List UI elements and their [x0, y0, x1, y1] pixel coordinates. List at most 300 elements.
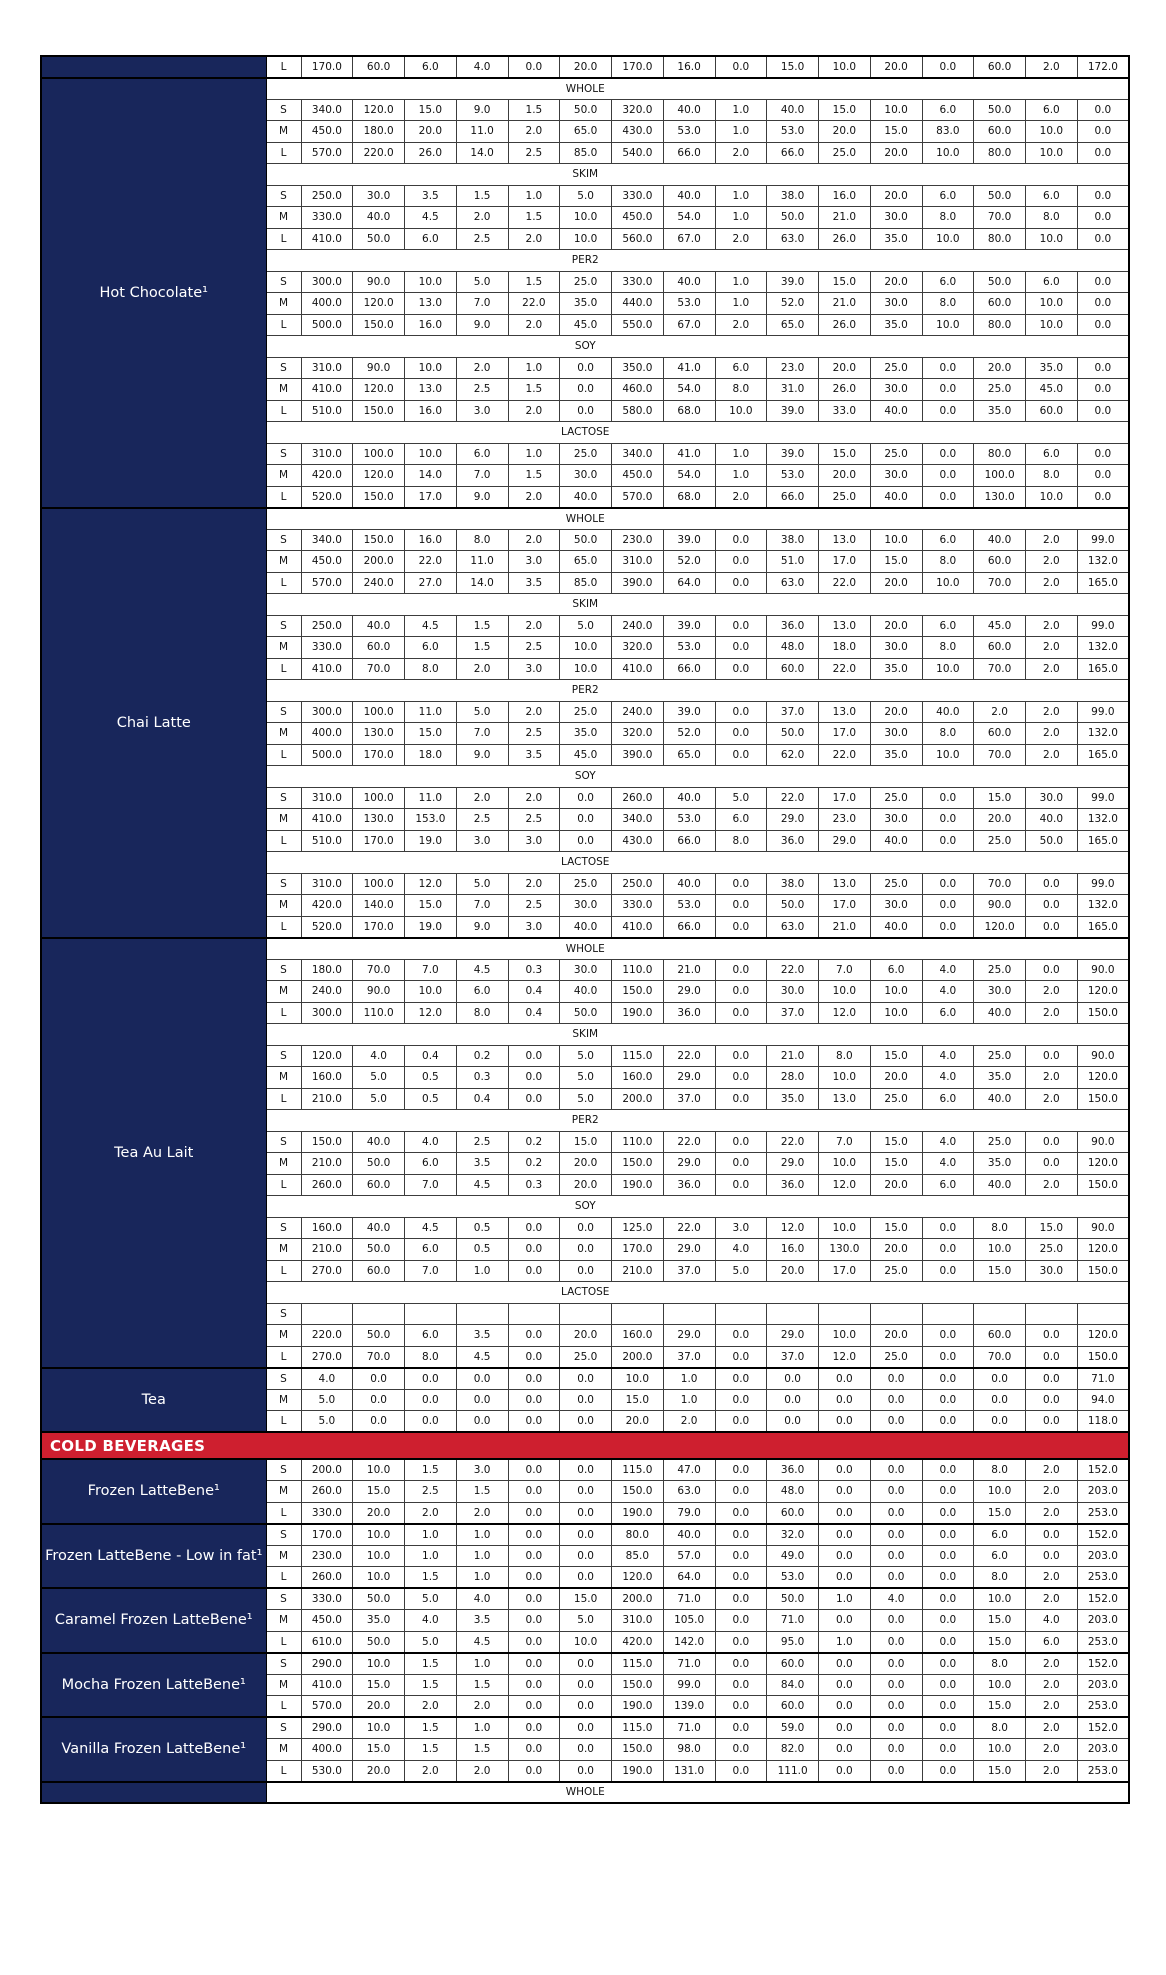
value-cell: 15.0 — [353, 1739, 405, 1761]
value-cell: 0.0 — [1026, 1389, 1078, 1411]
value-cell: 1.0 — [715, 185, 767, 207]
value-cell: 340.0 — [612, 809, 664, 831]
value-cell: 0.0 — [560, 1481, 612, 1503]
value-cell: 8.0 — [1026, 465, 1078, 487]
value-cell: 0.0 — [870, 1389, 922, 1411]
value-cell: 118.0 — [1077, 1411, 1129, 1433]
value-cell: 18.0 — [819, 637, 871, 659]
value-cell: 29.0 — [819, 830, 871, 852]
size-cell: M — [266, 379, 301, 401]
value-cell: 10.0 — [1026, 142, 1078, 164]
value-cell: 0.0 — [1077, 293, 1129, 315]
value-cell: 83.0 — [922, 121, 974, 143]
value-cell: 450.0 — [612, 465, 664, 487]
value-cell: 11.0 — [456, 121, 508, 143]
value-cell: 10.0 — [974, 1481, 1026, 1503]
value-cell: 410.0 — [612, 916, 664, 938]
value-cell: 0.0 — [922, 1696, 974, 1718]
value-cell: 4.0 — [922, 981, 974, 1003]
value-cell: 21.0 — [767, 1045, 819, 1067]
value-cell: 150.0 — [1077, 1174, 1129, 1196]
value-cell: 0.0 — [508, 1346, 560, 1368]
value-cell: 2.0 — [1026, 744, 1078, 766]
value-cell: 0.0 — [767, 1389, 819, 1411]
value-cell: 15.0 — [1026, 1217, 1078, 1239]
value-cell: 1.0 — [715, 465, 767, 487]
value-cell: 5.0 — [405, 1631, 457, 1653]
value-cell: 0.0 — [508, 56, 560, 78]
value-cell: 0.0 — [508, 1524, 560, 1546]
value-cell: 59.0 — [767, 1717, 819, 1739]
size-cell: S — [266, 787, 301, 809]
size-cell: S — [266, 1045, 301, 1067]
product-name-cell: Frozen LatteBene¹ — [41, 1459, 266, 1524]
value-cell: 253.0 — [1077, 1760, 1129, 1782]
value-cell: 15.0 — [767, 56, 819, 78]
value-cell: 6.0 — [405, 1325, 457, 1347]
value-cell: 63.0 — [767, 228, 819, 250]
value-cell: 250.0 — [612, 873, 664, 895]
value-cell: 20.0 — [974, 357, 1026, 379]
value-cell: 30.0 — [870, 637, 922, 659]
value-cell: 6.0 — [1026, 185, 1078, 207]
milk-header-row — [41, 938, 1129, 960]
value-cell: 130.0 — [353, 723, 405, 745]
value-cell: 250.0 — [301, 185, 353, 207]
value-cell: 5.0 — [353, 1088, 405, 1110]
value-cell: 53.0 — [663, 637, 715, 659]
value-cell: 1.0 — [715, 271, 767, 293]
value-cell: 0.0 — [819, 1739, 871, 1761]
value-cell: 0.0 — [922, 1368, 974, 1390]
value-cell: 2.0 — [1026, 572, 1078, 594]
value-cell: 120.0 — [1077, 1067, 1129, 1089]
value-cell: 100.0 — [353, 701, 405, 723]
value-cell: 10.0 — [1026, 314, 1078, 336]
value-cell: 160.0 — [612, 1325, 664, 1347]
value-cell: 400.0 — [301, 293, 353, 315]
value-cell: 17.0 — [819, 551, 871, 573]
value-cell: 0.0 — [560, 830, 612, 852]
value-cell: 20.0 — [870, 56, 922, 78]
value-cell: 2.0 — [1026, 1653, 1078, 1675]
value-cell: 10.0 — [353, 1653, 405, 1675]
value-cell: 120.0 — [974, 916, 1026, 938]
value-cell: 0.0 — [715, 551, 767, 573]
value-cell: 85.0 — [612, 1545, 664, 1567]
value-cell: 0.0 — [560, 1411, 612, 1433]
value-cell: 15.0 — [819, 271, 871, 293]
value-cell: 15.0 — [974, 1502, 1026, 1524]
value-cell: 15.0 — [974, 1631, 1026, 1653]
value-cell: 10.0 — [870, 981, 922, 1003]
value-cell: 100.0 — [353, 443, 405, 465]
value-cell: 0.4 — [508, 1002, 560, 1024]
value-cell: 0.0 — [560, 1739, 612, 1761]
section-header-cell: COLD BEVERAGES — [41, 1432, 1129, 1459]
value-cell: 35.0 — [974, 1153, 1026, 1175]
value-cell: 510.0 — [301, 400, 353, 422]
size-cell: S — [266, 701, 301, 723]
value-cell: 0.0 — [1077, 271, 1129, 293]
value-cell: 20.0 — [819, 357, 871, 379]
value-cell: 39.0 — [663, 615, 715, 637]
value-cell: 0.0 — [715, 1717, 767, 1739]
value-cell: 20.0 — [560, 1174, 612, 1196]
value-cell: 2.0 — [456, 1696, 508, 1718]
value-cell: 40.0 — [663, 787, 715, 809]
milk-type-header: WHOLE — [266, 78, 1129, 100]
value-cell: 99.0 — [1077, 615, 1129, 637]
value-cell: 0.0 — [1077, 207, 1129, 229]
value-cell: 1.0 — [456, 1567, 508, 1589]
value-cell: 40.0 — [870, 486, 922, 508]
value-cell: 390.0 — [612, 744, 664, 766]
value-cell: 290.0 — [301, 1717, 353, 1739]
value-cell: 0.0 — [508, 1217, 560, 1239]
value-cell: 150.0 — [353, 486, 405, 508]
value-cell: 36.0 — [767, 830, 819, 852]
value-cell: 52.0 — [663, 723, 715, 745]
value-cell: 54.0 — [663, 207, 715, 229]
value-cell: 203.0 — [1077, 1739, 1129, 1761]
value-cell: 70.0 — [974, 873, 1026, 895]
value-cell: 36.0 — [663, 1002, 715, 1024]
value-cell: 6.0 — [922, 1174, 974, 1196]
size-cell: M — [266, 1389, 301, 1411]
value-cell: 4.5 — [456, 1631, 508, 1653]
value-cell: 22.0 — [508, 293, 560, 315]
value-cell: 0.0 — [508, 1325, 560, 1347]
value-cell: 0.0 — [508, 1239, 560, 1261]
size-cell: S — [266, 1524, 301, 1546]
value-cell: 203.0 — [1077, 1545, 1129, 1567]
value-cell: 0.0 — [819, 1411, 871, 1433]
value-cell: 0.0 — [870, 1696, 922, 1718]
value-cell: 30.0 — [560, 895, 612, 917]
value-cell: 0.0 — [508, 1631, 560, 1653]
value-cell: 35.0 — [560, 723, 612, 745]
value-cell: 22.0 — [819, 744, 871, 766]
value-cell: 10.0 — [353, 1459, 405, 1481]
value-cell: 530.0 — [301, 1760, 353, 1782]
value-cell: 132.0 — [1077, 723, 1129, 745]
value-cell: 270.0 — [301, 1346, 353, 1368]
value-cell: 320.0 — [612, 723, 664, 745]
value-cell: 50.0 — [1026, 830, 1078, 852]
value-cell: 1.5 — [508, 271, 560, 293]
value-cell: 0.0 — [1077, 486, 1129, 508]
value-cell: 0.0 — [456, 1389, 508, 1411]
value-cell: 2.5 — [508, 637, 560, 659]
value-cell: 0.0 — [508, 1567, 560, 1589]
value-cell: 15.0 — [819, 443, 871, 465]
value-cell: 4.0 — [922, 1153, 974, 1175]
value-cell: 39.0 — [767, 400, 819, 422]
value-cell: 230.0 — [301, 1545, 353, 1567]
value-cell: 0.0 — [1026, 916, 1078, 938]
value-cell: 0.0 — [1077, 228, 1129, 250]
value-cell: 0.0 — [508, 1610, 560, 1632]
value-cell: 0.0 — [870, 1524, 922, 1546]
value-cell: 5.0 — [456, 873, 508, 895]
value-cell: 6.0 — [922, 1002, 974, 1024]
value-cell: 64.0 — [663, 1567, 715, 1589]
value-cell: 253.0 — [1077, 1502, 1129, 1524]
value-cell: 3.5 — [508, 572, 560, 594]
value-cell: 25.0 — [560, 1346, 612, 1368]
value-cell: 0.0 — [1077, 465, 1129, 487]
value-cell: 60.0 — [767, 1653, 819, 1675]
value-cell: 160.0 — [301, 1217, 353, 1239]
value-cell: 0.0 — [870, 1481, 922, 1503]
value-cell: 2.5 — [508, 723, 560, 745]
value-cell: 29.0 — [663, 1325, 715, 1347]
value-cell: 25.0 — [870, 873, 922, 895]
value-cell: 0.0 — [560, 809, 612, 831]
size-cell: L — [266, 1567, 301, 1589]
value-cell: 2.0 — [1026, 1481, 1078, 1503]
value-cell: 150.0 — [1077, 1088, 1129, 1110]
value-cell: 3.0 — [508, 551, 560, 573]
value-cell: 6.0 — [974, 1524, 1026, 1546]
value-cell: 90.0 — [353, 357, 405, 379]
value-cell: 4.0 — [922, 1067, 974, 1089]
value-cell: 53.0 — [663, 895, 715, 917]
value-cell: 1.5 — [508, 465, 560, 487]
value-cell: 0.0 — [715, 1459, 767, 1481]
size-cell: L — [266, 56, 301, 78]
value-cell: 8.0 — [974, 1459, 1026, 1481]
value-cell: 10.0 — [1026, 228, 1078, 250]
value-cell: 0.3 — [508, 959, 560, 981]
value-cell: 13.0 — [819, 615, 871, 637]
value-cell: 125.0 — [612, 1217, 664, 1239]
value-cell: 54.0 — [663, 465, 715, 487]
value-cell: 0.0 — [405, 1411, 457, 1433]
value-cell: 40.0 — [353, 1131, 405, 1153]
value-cell: 120.0 — [1077, 1325, 1129, 1347]
value-cell: 50.0 — [353, 1153, 405, 1175]
value-cell: 0.0 — [1077, 121, 1129, 143]
value-cell: 1.5 — [405, 1674, 457, 1696]
value-cell: 0.0 — [715, 1153, 767, 1175]
value-cell: 500.0 — [301, 744, 353, 766]
value-cell: 0.0 — [560, 1260, 612, 1282]
value-cell: 0.0 — [1026, 895, 1078, 917]
value-cell: 0.0 — [819, 1502, 871, 1524]
value-cell: 35.0 — [560, 293, 612, 315]
value-cell: 2.0 — [508, 701, 560, 723]
value-cell: 0.0 — [1026, 1325, 1078, 1347]
value-cell: 17.0 — [819, 895, 871, 917]
value-cell: 410.0 — [301, 809, 353, 831]
size-cell: M — [266, 1674, 301, 1696]
value-cell: 0.5 — [456, 1239, 508, 1261]
value-cell: 15.0 — [974, 1610, 1026, 1632]
value-cell: 330.0 — [612, 895, 664, 917]
value-cell: 99.0 — [1077, 701, 1129, 723]
value-cell: 0.0 — [974, 1389, 1026, 1411]
size-cell: L — [266, 1346, 301, 1368]
size-cell: L — [266, 228, 301, 250]
value-cell: 0.0 — [508, 1389, 560, 1411]
value-cell: 30.0 — [870, 379, 922, 401]
value-cell: 0.4 — [405, 1045, 457, 1067]
value-cell: 4.0 — [1026, 1610, 1078, 1632]
size-cell: M — [266, 637, 301, 659]
value-cell: 0.0 — [715, 1174, 767, 1196]
value-cell: 0.0 — [1026, 1411, 1078, 1433]
value-cell: 0.4 — [456, 1088, 508, 1110]
size-cell: M — [266, 293, 301, 315]
value-cell: 0.0 — [922, 1524, 974, 1546]
size-cell: S — [266, 443, 301, 465]
value-cell: 0.0 — [715, 1567, 767, 1589]
value-cell: 19.0 — [405, 830, 457, 852]
value-cell: 0.0 — [819, 1760, 871, 1782]
value-cell: 0.0 — [715, 895, 767, 917]
value-cell — [560, 1303, 612, 1325]
value-cell: 37.0 — [663, 1346, 715, 1368]
value-cell: 520.0 — [301, 486, 353, 508]
value-cell: 0.0 — [715, 1545, 767, 1567]
value-cell: 190.0 — [612, 1760, 664, 1782]
value-cell: 1.5 — [508, 207, 560, 229]
value-cell: 140.0 — [353, 895, 405, 917]
value-cell: 310.0 — [301, 357, 353, 379]
value-cell: 40.0 — [922, 701, 974, 723]
value-cell: 10.0 — [922, 314, 974, 336]
value-cell: 10.0 — [974, 1674, 1026, 1696]
value-cell: 20.0 — [870, 615, 922, 637]
value-cell: 0.0 — [560, 1674, 612, 1696]
value-cell: 0.0 — [715, 1067, 767, 1089]
size-cell: L — [266, 830, 301, 852]
value-cell: 22.0 — [767, 959, 819, 981]
value-cell: 4.0 — [301, 1368, 353, 1390]
value-cell: 13.0 — [819, 529, 871, 551]
value-cell: 310.0 — [612, 1610, 664, 1632]
value-cell — [612, 1303, 664, 1325]
size-cell: S — [266, 1303, 301, 1325]
value-cell: 330.0 — [301, 207, 353, 229]
value-cell: 0.0 — [715, 572, 767, 594]
value-cell: 2.5 — [456, 228, 508, 250]
value-cell: 66.0 — [767, 486, 819, 508]
value-cell: 6.0 — [405, 56, 457, 78]
value-cell: 9.0 — [456, 486, 508, 508]
size-cell: M — [266, 1545, 301, 1567]
value-cell: 2.0 — [715, 228, 767, 250]
value-cell: 40.0 — [974, 1174, 1026, 1196]
value-cell: 10.0 — [819, 56, 871, 78]
value-cell: 0.0 — [922, 787, 974, 809]
value-cell: 20.0 — [870, 701, 922, 723]
value-cell: 2.0 — [508, 787, 560, 809]
value-cell: 310.0 — [301, 873, 353, 895]
value-cell: 90.0 — [1077, 1131, 1129, 1153]
value-cell: 10.0 — [612, 1368, 664, 1390]
value-cell: 49.0 — [767, 1545, 819, 1567]
value-cell: 53.0 — [663, 121, 715, 143]
value-cell: 160.0 — [301, 1067, 353, 1089]
value-cell — [301, 1303, 353, 1325]
value-cell: 40.0 — [353, 1217, 405, 1239]
size-cell: M — [266, 121, 301, 143]
value-cell: 430.0 — [612, 121, 664, 143]
value-cell: 35.0 — [870, 314, 922, 336]
value-cell: 310.0 — [612, 551, 664, 573]
value-cell: 0.0 — [715, 529, 767, 551]
value-cell: 13.0 — [819, 1088, 871, 1110]
value-cell: 50.0 — [353, 1631, 405, 1653]
value-cell: 460.0 — [612, 379, 664, 401]
value-cell: 0.0 — [1077, 99, 1129, 121]
value-cell: 15.0 — [974, 1260, 1026, 1282]
overflow-row — [41, 56, 1129, 78]
value-cell: 0.0 — [922, 809, 974, 831]
value-cell: 30.0 — [870, 207, 922, 229]
value-cell: 560.0 — [612, 228, 664, 250]
value-cell: 53.0 — [663, 293, 715, 315]
value-cell: 170.0 — [353, 830, 405, 852]
value-cell: 70.0 — [974, 207, 1026, 229]
value-cell: 2.0 — [1026, 1588, 1078, 1610]
value-cell: 500.0 — [301, 314, 353, 336]
value-cell: 8.0 — [922, 723, 974, 745]
value-cell: 450.0 — [612, 207, 664, 229]
value-cell: 1.5 — [456, 185, 508, 207]
value-cell: 37.0 — [663, 1088, 715, 1110]
value-cell: 100.0 — [353, 873, 405, 895]
value-cell: 6.0 — [1026, 271, 1078, 293]
value-cell: 10.0 — [870, 1002, 922, 1024]
value-cell: 60.0 — [767, 658, 819, 680]
value-cell: 115.0 — [612, 1459, 664, 1481]
value-cell: 10.0 — [819, 1217, 871, 1239]
value-cell: 240.0 — [612, 615, 664, 637]
value-cell: 0.0 — [974, 1368, 1026, 1390]
value-cell: 23.0 — [819, 809, 871, 831]
value-cell: 60.0 — [974, 637, 1026, 659]
value-cell: 1.0 — [508, 443, 560, 465]
value-cell: 1.0 — [456, 1524, 508, 1546]
value-cell: 10.0 — [353, 1567, 405, 1589]
milk-type-header: SKIM — [266, 1024, 1129, 1046]
value-cell: 3.5 — [456, 1610, 508, 1632]
value-cell: 300.0 — [301, 271, 353, 293]
value-cell: 0.0 — [870, 1567, 922, 1589]
value-cell — [663, 1303, 715, 1325]
value-cell: 110.0 — [353, 1002, 405, 1024]
value-cell: 15.0 — [870, 1217, 922, 1239]
value-cell: 2.0 — [1026, 1067, 1078, 1089]
value-cell: 1.0 — [819, 1631, 871, 1653]
value-cell: 90.0 — [1077, 1217, 1129, 1239]
value-cell: 39.0 — [767, 443, 819, 465]
value-cell: 203.0 — [1077, 1674, 1129, 1696]
value-cell: 2.0 — [456, 1502, 508, 1524]
value-cell: 10.0 — [819, 1325, 871, 1347]
milk-type-header: SOY — [266, 766, 1129, 788]
value-cell: 0.0 — [508, 1696, 560, 1718]
value-cell: 400.0 — [301, 723, 353, 745]
value-cell: 2.0 — [405, 1502, 457, 1524]
value-cell: 35.0 — [974, 400, 1026, 422]
value-cell: 2.0 — [1026, 56, 1078, 78]
value-cell: 330.0 — [301, 1588, 353, 1610]
